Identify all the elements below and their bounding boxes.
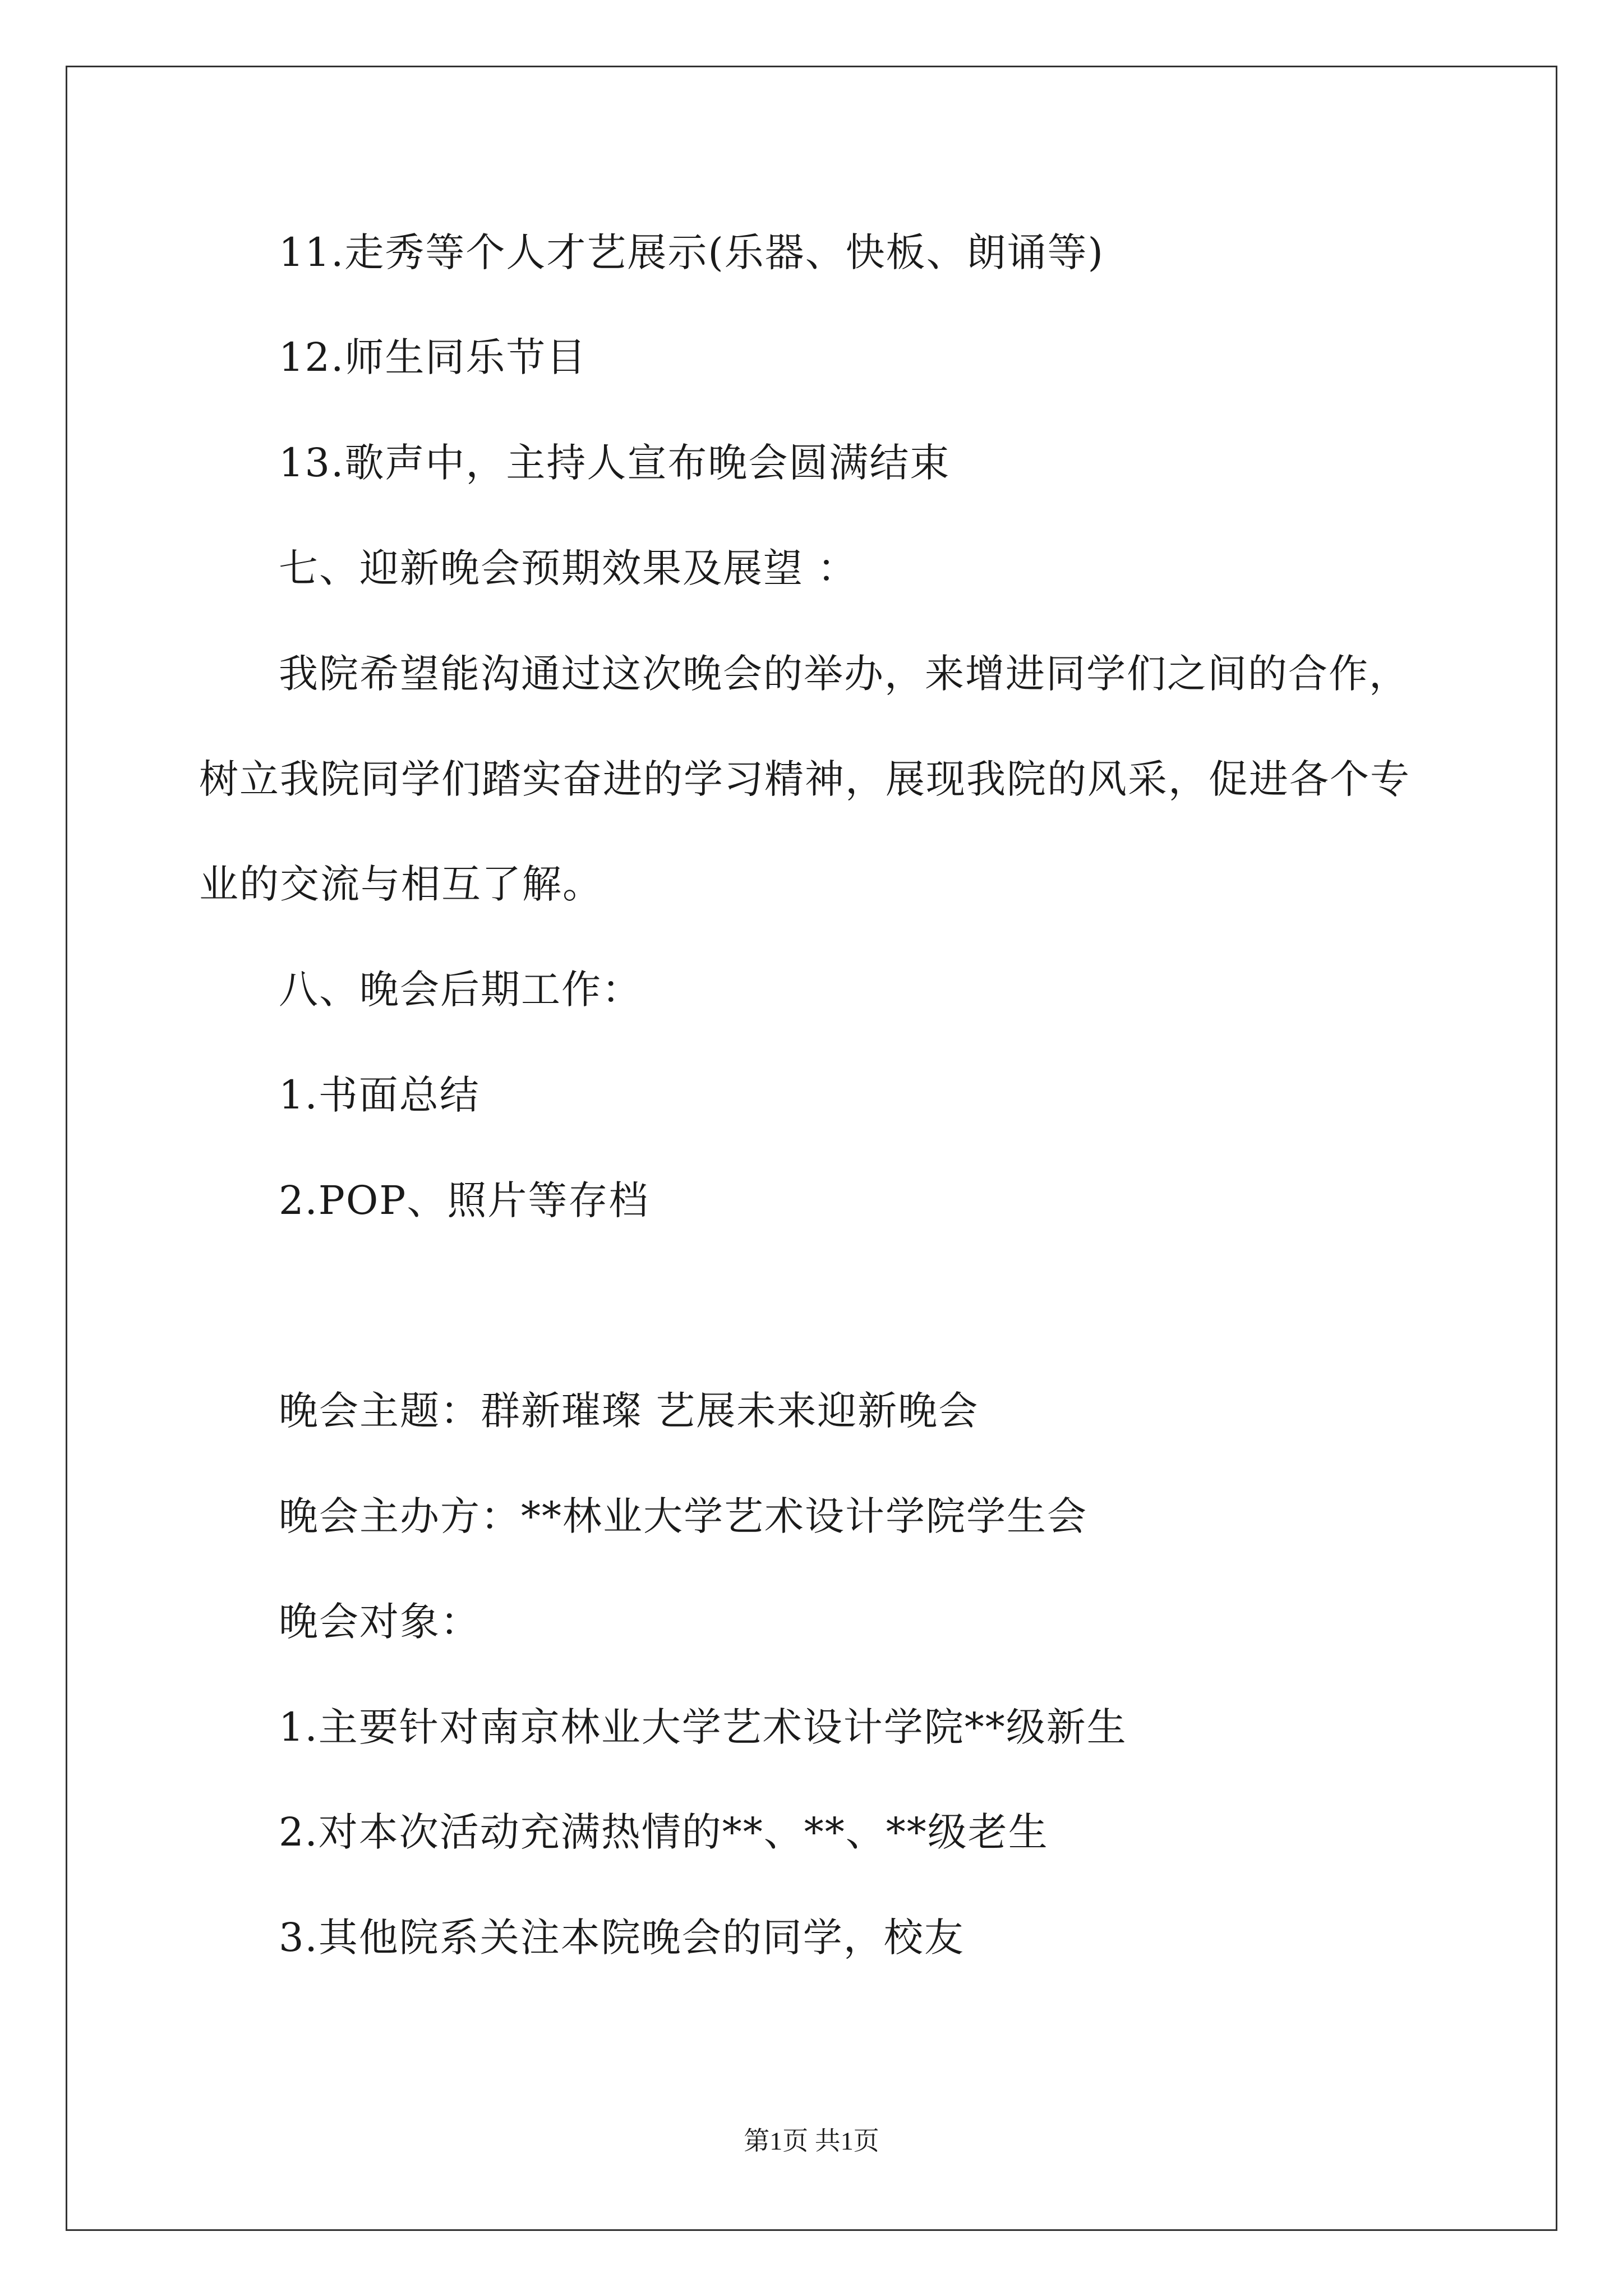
program-item-13: 13.歌声中，主持人宣布晚会圆满结束 — [279, 440, 951, 486]
gala-audience-heading: 晚会对象： — [279, 1599, 481, 1645]
program-item-12: 12.师生同乐节目 — [279, 334, 587, 380]
section-heading-8: 八、晚会后期工作： — [279, 967, 642, 1013]
gala-theme: 晚会主题：群新璀璨 艺展未来迎新晚会 — [279, 1388, 979, 1434]
audience-item-3: 3.其他院系关注本院晚会的同学，校友 — [279, 1915, 965, 1961]
program-item-11: 11.走秀等个人才艺展示(乐器、快板、朗诵等) — [279, 229, 1104, 275]
gala-organizer: 晚会主办方：**林业大学艺术设计学院学生会 — [279, 1493, 1087, 1539]
paragraph-line-2: 树立我院同学们踏实奋进的学习精神，展现我院的风采，促进各个专 — [199, 756, 1410, 802]
post-work-item-2: 2.POP、照片等存档 — [279, 1177, 649, 1223]
page-number-footer: 第1页 共1页 — [744, 2127, 879, 2155]
post-work-item-1: 1.书面总结 — [279, 1072, 480, 1118]
page-frame — [66, 66, 1557, 2231]
audience-item-2: 2.对本次活动充满热情的**、**、**级老生 — [279, 1809, 1049, 1855]
paragraph-line-1: 我院希望能沟通过这次晚会的举办，来增进同学们之间的合作， — [279, 651, 1409, 697]
paragraph-line-3: 业的交流与相互了解。 — [199, 861, 603, 907]
audience-item-1: 1.主要针对南京林业大学艺术设计学院**级新生 — [279, 1704, 1127, 1750]
section-heading-7: 七、迎新晚会预期效果及展望 ： — [279, 545, 858, 591]
